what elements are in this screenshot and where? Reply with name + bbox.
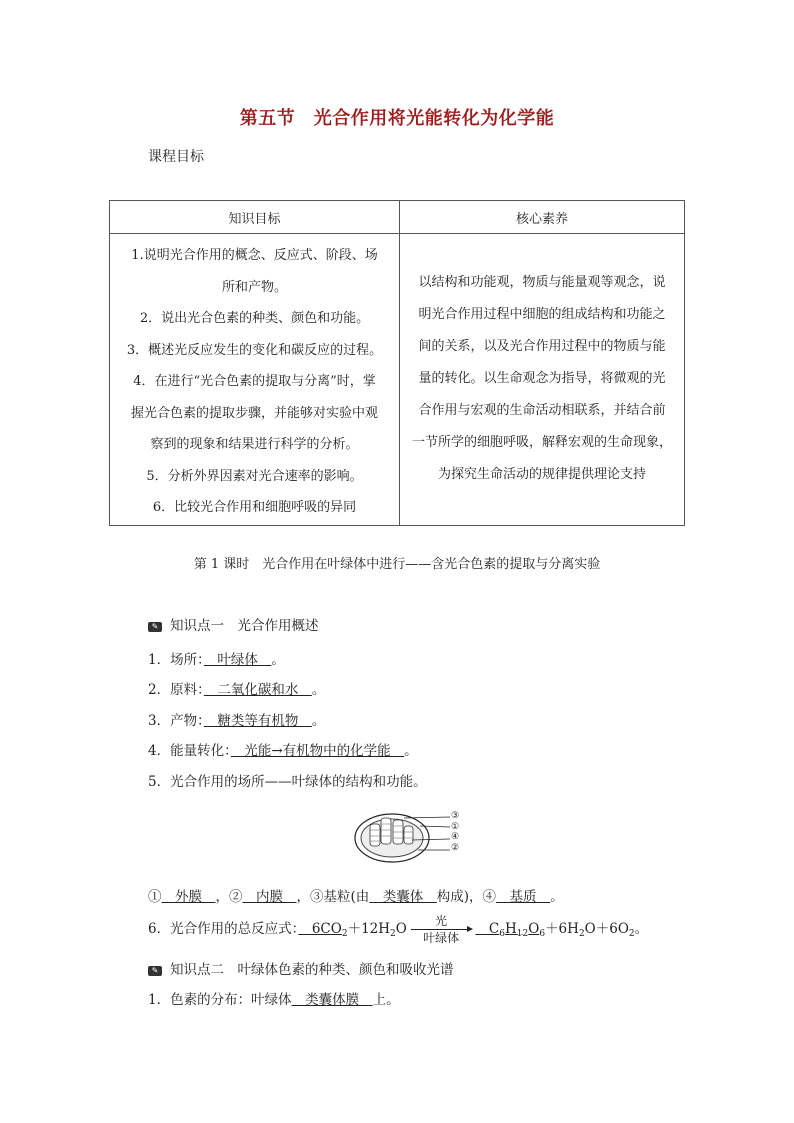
kp1-line-2: 2．原料： 二氧化碳和水 。 [148,682,326,698]
diagram-label: ③ [451,811,460,821]
answer-blank: 外膜 [161,889,216,905]
chloroplast-diagram [352,806,464,866]
core-line: 明光合作用过程中细胞的组成结构和功能之 [418,307,666,322]
knowledge-line: 握光合色素的提取步骤，并能够对实验中观 [130,405,378,421]
core-line: 量的转化。以生命观念为指导，将微观的光 [418,371,666,386]
knowledge-line: 所和产物。 [221,279,287,295]
answer-blank: 基质 [496,889,551,905]
pencil-icon: ✎ [148,966,162,976]
diagram-label: ① [451,821,460,832]
diagram-labels [451,811,459,853]
knowledge-line: 4．在进行“光合色素的提取与分离”时，掌 [133,374,376,389]
answer-blank: 内膜 [242,889,297,905]
kp2-line-1: 1．色素的分布：叶绿体 类囊体膜 上。 [148,992,400,1008]
diagram-label: ② [451,842,460,853]
knowledge-line: 6．比较光合作用和细胞呼吸的异同 [152,500,357,515]
core-line: 以结构和功能观，物质与能量观等观念，说 [418,275,666,290]
answer-blank: 类囊体膜 [291,992,373,1008]
pencil-icon: ✎ [148,622,162,632]
diagram-label: ④ [451,832,460,842]
knowledge-line: 5．分析外界因素对光合速率的影响。 [146,468,363,484]
answer-blank: $6CO_2$ [298,921,348,939]
condition-light: 光 [435,914,448,928]
answer-blank: $C_6H_{12}O_6$ [475,921,546,939]
kp1-line-4: 4．能量转化： 光能→有机物中的化学能 。 [148,743,418,759]
knowledge-goals-header: 知识目标 [110,201,400,234]
answer-blank: 光能→有机物中的化学能 [230,743,405,759]
answer-blank: 糖类等有机物 [203,713,312,729]
core-line: 一节所学的细胞呼吸，解释宏观的生命现象， [411,435,672,450]
knowledge-goals-cell [110,234,400,526]
core-literacy-header: 核心素养 [400,201,685,234]
answer-blank: 叶绿体 [203,652,272,668]
knowledge-line: 察到的现象和结果进行科学的分析。 [150,437,359,452]
core-literacy-cell [400,234,685,526]
lesson-heading: 第 1 课时 光合作用在叶绿体中进行——含光合色素的提取与分离实验 [193,557,601,572]
kp1-line-1: 1．场所： 叶绿体 。 [148,652,285,668]
kp1-title: 知识点一 光合作用概述 [170,618,319,634]
answer-blank: 二氧化碳和水 [203,682,312,698]
core-line: 间的关系，以及光合作用过程中的物质与能 [418,339,666,354]
kp1-line-3: 3．产物： 糖类等有机物 。 [148,713,326,729]
kp1-line-5: 5．光合作用的场所——叶绿体的结构和功能。 [148,774,427,790]
knowledge-point-1 [148,614,319,634]
page-title: 第五节 光合作用将光能转化为化学能 [239,108,555,129]
condition-chloroplast: 叶绿体 [423,931,460,945]
knowledge-line: 3．概述光反应发生的变化和碳反应的过程。 [126,342,383,358]
reaction-arrow [411,914,471,945]
knowledge-line: 2．说出光合色素的种类、颜色和功能。 [139,311,370,326]
answer-blank: 类囊体 [369,889,437,905]
overall-equation: 6．光合作用的总反应式： $6CO_2+12H_2O$ 光 叶绿体 $C_6H_{12}O_6+6H_2O+6O_2$。 [148,914,649,945]
core-line: 为探究生命活动的规律提供理论支持 [437,467,646,482]
knowledge-point-2 [148,958,454,978]
structure-answers: ① 外膜 ，② 内膜 ，③基粒(由 类囊体 构成)，④ 基质 。 [148,889,564,905]
knowledge-line: 1.说明光合作用的概念、反应式、阶段、场 [131,248,378,263]
course-goals-label: 课程目标 [148,149,204,165]
core-line: 合作用与宏观的生命活动相联系，并结合前 [418,403,666,418]
goals-table [109,200,685,526]
kp2-title: 知识点二 叶绿体色素的种类、颜色和吸收光谱 [170,962,454,978]
